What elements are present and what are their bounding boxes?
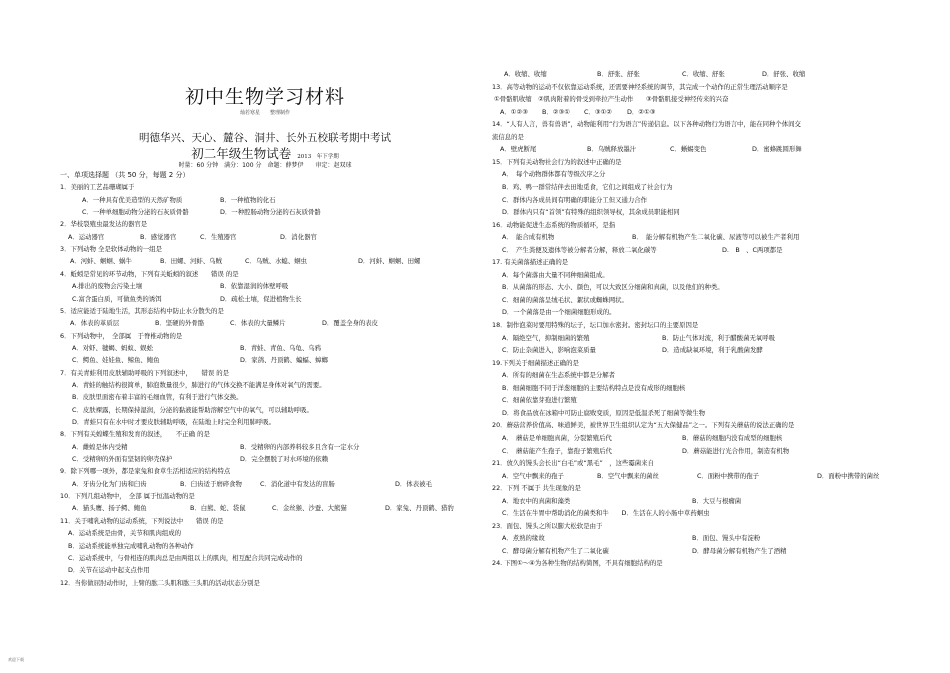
exam-term: 2013 年下学期: [297, 154, 339, 160]
answer-option: A．一种具有优美造型的天然矿物质: [82, 195, 183, 204]
answer-option: B．蘑菇的细胞内没有成型的细胞核: [682, 433, 783, 442]
question-line: 17. 有关菌落描述正确的是: [492, 258, 569, 267]
answer-option: B．一种植物的化石: [220, 195, 276, 204]
answer-option: A．河蚌、蛔蛔、蜗牛: [70, 257, 132, 266]
question-line: D．青蛙只有在水中时才要皮肤辅助呼吸，在陆地上时完全利用肺呼吸。: [72, 418, 276, 426]
answer-option: D．河蚌、蛔蛔、田螺: [358, 257, 421, 266]
document-subtitle: 灿若寒星 整理制作: [239, 110, 290, 116]
answer-option: C．面粉中携带的孢子: [697, 471, 759, 480]
answer-option: B．白熊、蛇、袋鼠: [190, 504, 246, 513]
question-line: B．细菌细胞不同于洋葱细胞的主要结构特点是没有成形的细胞核: [502, 383, 686, 392]
question-line: 7．有关青蛙利用皮肤辅助呼吸的下列叙述中， 错误 的是: [60, 368, 230, 377]
answer-option: C．乌贼、水螅、蛔虫: [245, 257, 307, 266]
question-line: 21．放久的馒头会长出“白毛”或“黑毛” ，这些霉菌来自: [492, 459, 654, 468]
answer-option: B．青蛙、青鱼、乌龟、乌鸦: [240, 343, 322, 352]
answer-option: B．面包、馒头中有淀粉: [692, 534, 761, 543]
answer-option: D．完全摆脱了对水环境的依赖: [240, 455, 328, 464]
answer-option: A．煮熟的缘故: [502, 534, 545, 543]
answer-option: C．生殖器官: [200, 232, 237, 241]
answer-option: A．空气中飘来的孢子: [502, 471, 564, 480]
answer-option: D．家鸽、丹顶鹤、蝙蝠、蟑螂: [240, 356, 328, 365]
question-line: D．一个菌落是由一个细菌细胞形成的。: [502, 308, 616, 317]
answer-option: B．舒张、舒张: [597, 70, 640, 78]
answer-option: A．地衣中的真菌和藻类: [502, 496, 571, 505]
answer-option: D. B 、C两项都是: [722, 245, 783, 254]
answer-option: C． 蘑菇能产生孢子，靠孢子繁殖后代: [502, 446, 612, 455]
answer-option: B．防止气体对流，利于醋酸菌无氧呼吸: [662, 333, 776, 342]
answer-option: C．金丝猴、沙蚕、大熊猫: [272, 504, 347, 513]
question-line: 12．当你做屈肘动作时，上臂的肱二头肌和肱三头肌的活动状态分别是: [60, 578, 260, 587]
answer-option: A.排出的废物会污染土壤: [72, 282, 143, 291]
answer-option: A．运动器官: [68, 232, 105, 241]
question-line: C．生活在牛胃中帮助消化的菌类和牛 D．生活在人的小肠中草药蛔虫: [502, 509, 710, 518]
question-line: A．运动系统是由骨，关节和肌肉组成的: [68, 529, 182, 538]
question-line: D．关节在运动中起支点作用: [68, 566, 150, 575]
answer-option: D．蘑菇能进行光合作用，制造有机物: [682, 446, 790, 455]
answer-option: A．收缩、收缩: [504, 70, 547, 78]
question-line: 8．下列有关蝗蝶生殖和发育的叙述， 不正确 的是: [60, 430, 210, 439]
answer-option: C． 产生粪便及遗体等被分解者分解，释放二氧化碳等: [502, 245, 657, 254]
answer-option: B．大豆与根瘤菌: [692, 496, 742, 505]
answer-option: D．家兔、丹顶鹤、猎豹: [385, 504, 454, 513]
question-line: C．运动系统中，与骨相连的肌肉总是由两组以上的肌肉，相互配合共同完成动作的: [68, 553, 303, 562]
answer-option: C．消化道中有发达的盲肠: [260, 479, 335, 488]
answer-option: D．一种腔肠动物分泌的石灰质骨骼: [220, 208, 321, 217]
question-line: A．每个菌落由大量不同种细菌组成。: [502, 270, 609, 279]
question-line: 11．关于哺乳动物的运动系统，下列说法中 错误 的是: [60, 516, 224, 525]
answer-option: D．体表被毛: [395, 479, 432, 488]
answer-option: B．乌贼释放墨汁: [587, 145, 637, 154]
question-line: C．细菌依靠芽孢进行繁殖: [502, 396, 577, 405]
answer-option: A．隔绝空气，抑制细菌的繁殖: [502, 333, 590, 342]
answer-option: C．防止杂菌进入，影响泡菜质量: [502, 346, 596, 355]
question-line: 22．下列 不属于 共生现象的是: [492, 484, 581, 493]
answer-option: D．酵母菌分解有机物产生了酒精: [692, 546, 787, 555]
answer-option: C．体表的大量鳞片: [230, 319, 286, 328]
answer-option: C．一种单细胞动物分泌的石灰质骨骼: [82, 208, 189, 217]
question-line: 流信息的是: [492, 132, 524, 141]
answer-option: B．田螺、河蚌、乌贼: [160, 257, 222, 266]
answer-option: B．依靠湿润的体壁呼吸: [220, 282, 289, 291]
document-title: 初中生物学习材料: [184, 86, 345, 108]
question-line: B．皮肤里面密布着丰富的毛细血管，有利于进行气体交换。: [72, 393, 243, 402]
answer-option: B．臼齿适于磨碎食物: [180, 479, 242, 488]
exam-name: 明德华兴、天心、麓谷、洞井、长外五校联考期中考试: [139, 132, 391, 144]
question-line: ①骨骼肌收缩 ②肌肉附着的骨受到牵拉产生动作 ③骨骼肌接受神经传来的兴奋: [494, 95, 729, 104]
answer-option: D．疏松土壤，促进植物生长: [220, 294, 302, 303]
answer-option: A．对虾、毽蝎、蚂蚁、蜈蚣: [72, 343, 154, 352]
answer-option: C．鳄鱼、娃娃鱼、鲸鱼、鲍鱼: [72, 356, 160, 365]
answer-option: B．感觉器官: [140, 232, 177, 241]
footer-note: 欢迎下载: [8, 657, 24, 662]
answer-option: D．覆盖全身的表皮: [322, 319, 379, 328]
answer-option: A． 蘑菇是单细胞真菌，分裂繁殖后代: [502, 433, 612, 442]
answer-option: A．①②③: [500, 107, 528, 116]
question-line: 15．下列有关动物社会行为的叙述中正确的是: [492, 157, 622, 166]
answer-option: D．蜜蜂跳圆形舞: [752, 145, 802, 154]
question-line: 4．蚯蚓是常见的环节动物，下列有关蚯蚓的叙述 错误 的是: [60, 269, 239, 278]
answer-option: A．猫头鹰、扬子鳄、鲍鱼: [72, 504, 147, 513]
question-line: 3．下列动物 全是软体动物的一组是: [60, 245, 162, 254]
question-line: A． 每个动物群体都有等级次序之分: [502, 170, 606, 179]
answer-option: D．②①③: [627, 107, 656, 116]
answer-option: D．消化器官: [280, 232, 317, 241]
answer-option: C.富含蛋白质，可做鱼类的诱饵: [72, 294, 162, 303]
question-line: 20．蘑菇营养价值高、味道鲜美，被世界卫生组织认定为“五大保健品”之一。下列有关蘑菇的说法正确的是: [492, 421, 795, 430]
question-line: 9．除下列哪一项外，都是家兔和食草生活相适应的结构特点: [60, 467, 231, 476]
exam-subject-text: 初二年级生物试卷: [191, 146, 292, 161]
question-line: 23．面包、馒头之所以膨大松软是由于: [492, 521, 603, 530]
question-line: D．将食品放在冰箱中可防止腐败变质，原因是低温杀死了细菌等微生物: [502, 408, 706, 417]
question-line: A．青蛙的触结构很简单，肺泡数量很少，肺进行的气体交换不能满足身体对氧气的需要。: [72, 380, 326, 389]
answer-option: C．酵母菌分解有机物产生了二氧化碳: [502, 546, 609, 555]
question-line: B．运动系统能单独完成哺乳动物的各种动作: [68, 541, 194, 550]
question-line: 24. 下图①～④为各种生物的结构简图，不具有细胞结构的是: [492, 559, 663, 568]
question-line: 18．制作泡菜时要用特殊的坛子，坛口加水密封。密封坛口的主要原因是: [492, 321, 699, 329]
question-line: C．细菌的菌落呈绒毛状、絮状或蜘蛛网状。: [502, 295, 628, 304]
question-line: C．群体内各成员间有明确的职能分工但又通力合作: [502, 195, 648, 204]
question-line: 13．高等动物的运动不仅依靠运动系统，还需要神经系统的调节，其完成一个动作的正常生理活动顺序是: [492, 82, 788, 91]
answer-option: B． 能分解有机物产生二氧化碳、尿液等可以被生产者利用: [632, 233, 800, 242]
section-heading: 一、单项选择题 （共 50 分，每题 2 分）: [60, 171, 190, 179]
answer-option: A．体表的革质层: [70, 319, 120, 328]
answer-option: C．受精卵的外面有坚韧的卵壳保护: [72, 455, 173, 464]
answer-option: A．牙齿分化为门齿和臼齿: [72, 479, 147, 488]
answer-option: B．坚硬的外骨骼: [155, 319, 205, 328]
question-line: C．皮肤裸露，长期保持湿润，分泌的黏液能帮助溶解空气中的氧气，可以辅助呼吸。: [72, 405, 313, 414]
question-line: 1．美丽的工艺品珊瑚属于: [60, 183, 135, 192]
answer-option: A． 能合成有机物: [502, 233, 555, 242]
question-line: 2．华枝裂殖虫最发达的器官是: [60, 220, 148, 229]
answer-option: C．收缩、舒张: [682, 70, 725, 78]
question-line: 5．适应能适于陆地生活，其形态结构中防止水分散失的是: [60, 306, 224, 315]
answer-option: C．③①②: [584, 107, 613, 116]
answer-option: B．空气中飘来的菌丝: [597, 471, 659, 480]
question-line: 14．“人有人言，兽有兽语”，动物能利用“行为语言”传递信息。以下各种动物行为语言中，能在同种个体间交: [492, 120, 801, 129]
question-line: 16．动物能促进生态系统的物质循环，是指: [492, 220, 616, 229]
question-line: D．群体内只有“首领”有特殊的组织领导权，其余成员职能相同: [502, 208, 680, 217]
question-line: 19.下列关于细菌描述正确的是: [492, 358, 579, 367]
answer-option: D．舒张、收缩: [762, 70, 806, 78]
answer-option: B．受精卵的内部养料较多且含有一定水分: [240, 442, 360, 451]
answer-option: D．面粉中携带的菌丝: [817, 471, 880, 480]
answer-option: C．蜥蜴变色: [670, 145, 707, 154]
question-line: 6．下列动物中， 全部属 于脊椎动物的是: [60, 331, 183, 340]
answer-option: A．雌蝗是体内受精: [72, 442, 128, 451]
question-line: B．从菌落的形态、大小、颜色，可以大致区分细菌和真菌，以及他们的种类。: [502, 283, 724, 292]
question-line: 10．下列几组动物中， 全部 属于恒温动物的是: [60, 492, 195, 501]
exam-meta: 时量：60 分钟 满分：100 分 命题：薛梦伊 审定：赵双球: [178, 162, 352, 169]
answer-option: D．造成缺氧环境，利于乳酸菌发酵: [662, 346, 763, 355]
answer-option: B．②③①: [542, 107, 570, 116]
answer-option: A．壁虎断尾: [500, 145, 537, 154]
question-line: B．鸡、鸭一群常结伴去田地觅食，它们之间组成了社会行为: [502, 182, 673, 191]
question-line: A．所有的细菌在生态系统中都是分解者: [502, 371, 616, 380]
